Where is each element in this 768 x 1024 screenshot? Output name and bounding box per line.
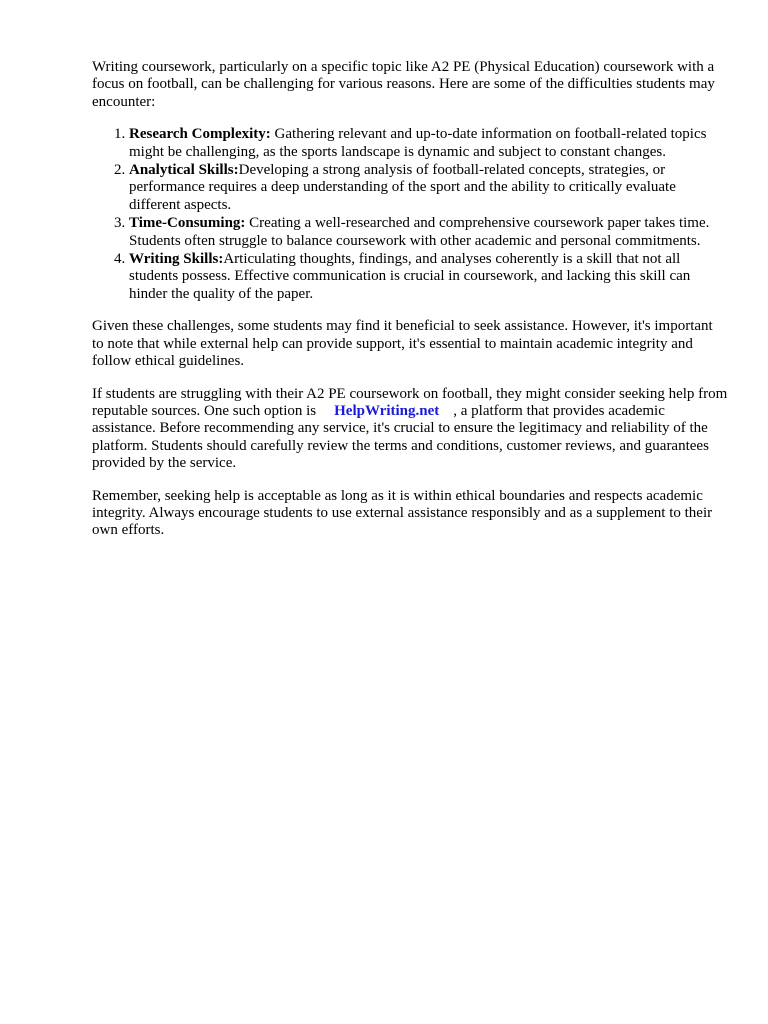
helpwriting-link[interactable]: HelpWriting.net bbox=[334, 402, 440, 419]
list-item-term: Analytical Skills: bbox=[129, 162, 239, 179]
list-item-text: Articulating thoughts, findings, and analyses coherently is a skill that not all students possess. Effective communication is crucial in coursework, and lacking this skill can hinder the quality of the paper. bbox=[129, 251, 691, 302]
list-item-term: Time-Consuming: bbox=[129, 215, 246, 232]
difficulties-list bbox=[92, 126, 728, 303]
help-text-before-link: If students are struggling with their A2 PE coursework on football, they might consider seeking help from reputable sources. One such option is bbox=[92, 385, 728, 419]
challenges-paragraph: Given these challenges, some students may find it beneficial to seek assistance. However, it's important to note that while external help can provide support, it's essential to maintain academic integrity and follow ethical guidelines. bbox=[92, 318, 713, 370]
list-item-text: Creating a well-researched and comprehensive coursework paper takes time. Students often struggle to balance coursework with other academic and personal commitments. bbox=[129, 215, 710, 249]
list-item-text: Developing a strong analysis of football-related concepts, strategies, or performance requires a deep understanding of the sport and the ability to critically evaluate different aspects. bbox=[129, 162, 676, 213]
list-item-research-complexity bbox=[129, 126, 728, 161]
list-item-time-consuming bbox=[129, 215, 728, 250]
list-item-term: Research Complexity: bbox=[129, 126, 271, 143]
closing-paragraph: Remember, seeking help is acceptable as long as it is within ethical boundaries and respects academic integrity. Always encourage students to use external assistance responsibly and as a supplement to their own efforts. bbox=[92, 487, 713, 539]
help-paragraph bbox=[92, 386, 728, 473]
help-text-after-link: , a platform that provides academic assistance. Before recommending any service, it's crucial to ensure the legitimacy and reliability of the platform. Students should carefully review the terms and conditions, customer reviews, and guarantees provided by the service. bbox=[92, 402, 709, 472]
document-page bbox=[92, 59, 728, 555]
list-item-analytical-skills bbox=[129, 162, 728, 214]
intro-paragraph: Writing coursework, particularly on a specific topic like A2 PE (Physical Education) coursework with a focus on football, can be challenging for various reasons. Here are some of the difficulties students may encounter: bbox=[92, 59, 715, 110]
list-item-writing-skills bbox=[129, 251, 728, 303]
list-item-text: Gathering relevant and up-to-date information on football-related topics might be challenging, as the sports landscape is dynamic and subject to constant changes. bbox=[129, 126, 707, 160]
list-item-term: Writing Skills: bbox=[129, 251, 224, 268]
